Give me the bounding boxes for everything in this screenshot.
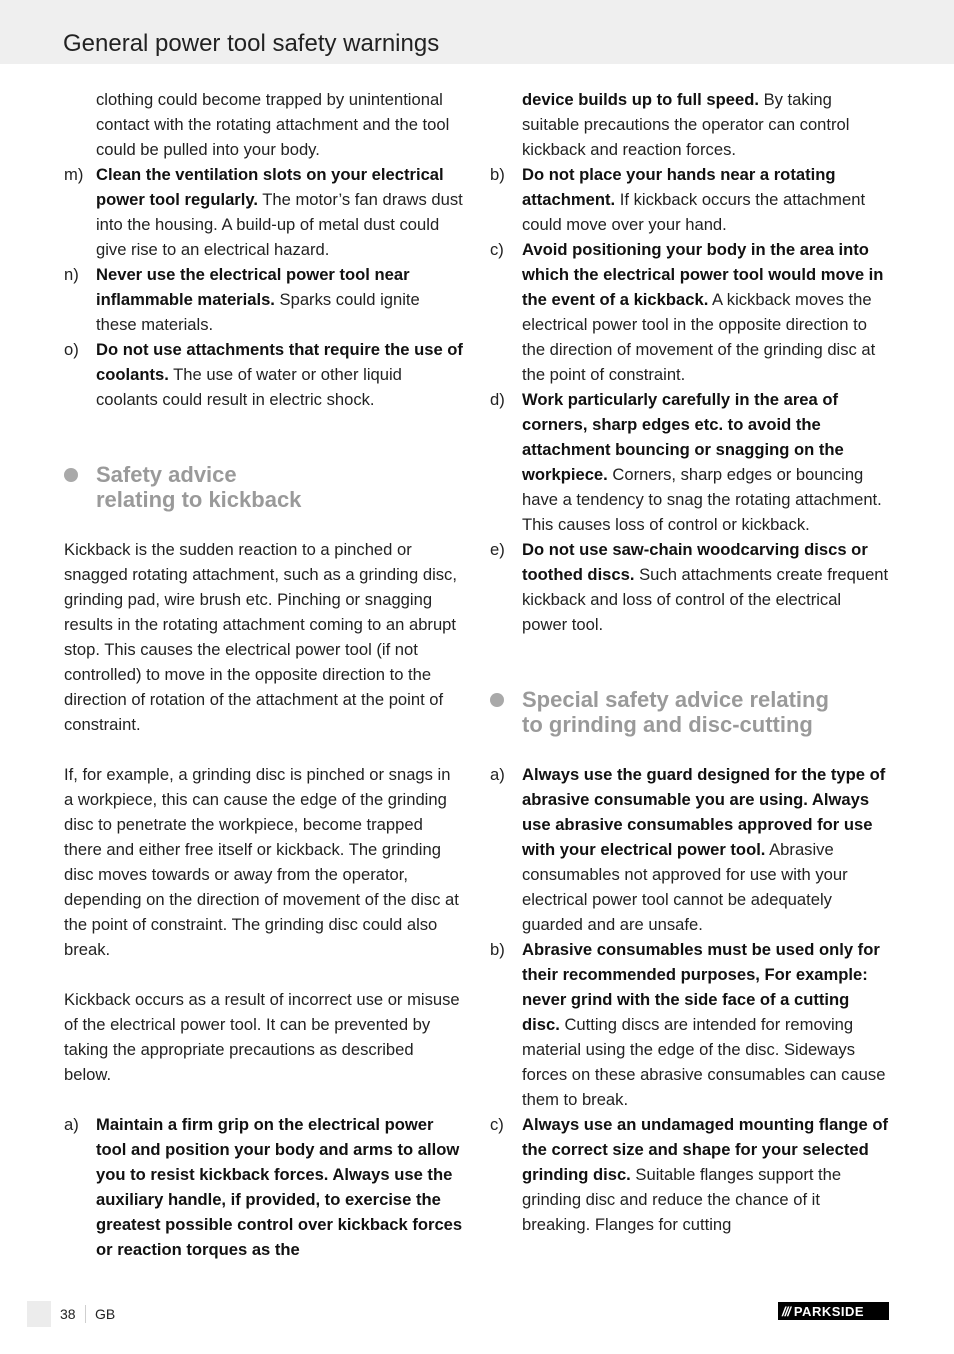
item-bold: Clean the ventilation slots on your electrical power tool regularly. [96,165,444,209]
item-label: n) [64,265,79,284]
list-item-c2 [490,1112,890,1237]
item-bold: Never use the electrical power tool near inflammable materials. [96,265,410,309]
item-bold: Always use the guard designed for the type of abrasive consumable you are using. Always use abrasive consumables approved for use with your electrical power tool. [522,765,886,859]
item-text: Sparks could ignite these materials. [96,290,420,334]
item-text: Cutting discs are intended for removing material using the edge of the disc. Sideways forces on these abrasive consumables can cause them to break. [522,1015,886,1109]
item-label: c) [490,1115,504,1134]
item-bold: Do not place your hands near a rotating attachment. [522,165,836,209]
bullet-icon [490,693,504,707]
right-column [490,87,890,1237]
item-text: The motor’s fan draws dust into the housing. A build-up of metal dust could give rise to an electrical hazard. [96,190,463,259]
list-item-m [64,162,464,262]
item-label: c) [490,240,504,259]
section-heading-line: relating to kickback [96,487,302,512]
footer-divider [85,1305,86,1323]
item-text: Abrasive consumables not approved for use with your electrical power tool cannot be adequately guarded and are unsafe. [522,840,848,934]
list-item-o [64,337,464,412]
paragraph: If, for example, a grinding disc is pinched or snags in a workpiece, this can cause the edge of the grinding disc to penetrate the workpiece, become trapped there and either free itself or kickback. The grinding disc moves towards or away from the operator, depending on the direction of movement of the disc at the point of constraint. The grinding disc could also break. [64,765,459,959]
list-item-b2 [490,937,890,1112]
section-heading-line: Safety advice [96,462,237,487]
logo-text: PARKSIDE [793,1303,865,1319]
paragraph: Kickback occurs as a result of incorrect use or misuse of the electrical power tool. It can be prevented by taking the appropriate precautions as described below. [64,990,460,1084]
list-item-a [64,1112,464,1262]
left-column [64,87,464,1262]
item-text: Corners, sharp edges or bouncing have a tendency to snag the rotating attachment. This causes loss of control or kickback. [522,465,882,534]
item-text: By taking suitable precautions the operator can control kickback and reaction forces. [522,90,850,159]
item-label: a) [490,765,505,784]
item-bold: Work particularly carefully in the area of corners, sharp edges etc. to avoid the attachment bouncing or snagging on the workpiece. [522,390,844,484]
parkside-logo [778,1302,889,1320]
item-label: m) [64,165,84,184]
language-code: GB [95,1306,116,1322]
item-label: d) [490,390,505,409]
item-text: If kickback occurs the attachment could move over your hand. [522,190,866,234]
list-item-n [64,262,464,337]
item-bold: Maintain a firm grip on the electrical power tool and position your body and arms to allow you to resist kickback forces. Always use the auxiliary handle, if provided, to exercise the greatest possible control over kickback forces or reaction torques as the [96,1115,463,1259]
section-heading-kickback [64,462,464,512]
continued-text: clothing could become trapped by unintentional contact with the rotating attachment and the tool could be pulled into your body. [96,90,450,159]
logo-stripes-icon: /// [782,1303,790,1319]
item-bold: Do not use saw-chain woodcarving discs or toothed discs. [522,540,868,584]
item-bold: Do not use attachments that require the use of coolants. [96,340,463,384]
section-heading-line: Special safety advice relating [522,687,829,712]
item-text: A kickback moves the electrical power tool in the opposite direction to the direction of movement of the grinding disc at the point of constraint. [522,290,876,384]
list-item-c [490,237,890,387]
item-bold: Always use an undamaged mounting flange of the correct size and shape for your selected grinding disc. [522,1115,889,1184]
list-item-a2 [490,762,890,937]
bullet-icon [64,468,78,482]
item-text: Such attachments create frequent kickback and loss of control of the electrical power tool. [522,565,889,634]
item-bold: Abrasive consumables must be used only for their recommended purposes, For example: never grind with the side face of a cutting disc. [522,940,880,1034]
item-label: b) [490,165,505,184]
item-text: Suitable flanges support the grinding disc and reduce the chance of it breaking. Flanges for cutting [522,1165,842,1234]
section-heading-grinding [490,687,890,737]
item-label: e) [490,540,505,559]
list-item-e [490,537,890,637]
item-label: o) [64,340,79,359]
item-label: b) [490,940,505,959]
list-item-d [490,387,890,537]
item-bold: Avoid positioning your body in the area into which the electrical power tool would move in the event of a kickback. [522,240,884,309]
continued-text [490,87,890,162]
footer-marker [27,1301,51,1327]
item-text: The use of water or other liquid coolants could result in electric shock. [96,365,402,409]
page-number: 38 [60,1306,76,1322]
paragraph: Kickback is the sudden reaction to a pinched or snagged rotating attachment, such as a grinding disc, grinding pad, wire brush etc. Pinching or snagging results in the rotating attachment coming to an abrupt stop. This causes the electrical power tool (if not controlled) to move in the opposite direction to the direction of rotation of the attachment at the point of constraint. [64,540,457,734]
section-heading-line: to grinding and disc-cutting [522,712,813,737]
page-title: General power tool safety warnings [63,30,440,57]
item-bold: device builds up to full speed. [522,90,759,109]
item-label: a) [64,1115,79,1134]
list-item-b [490,162,890,237]
